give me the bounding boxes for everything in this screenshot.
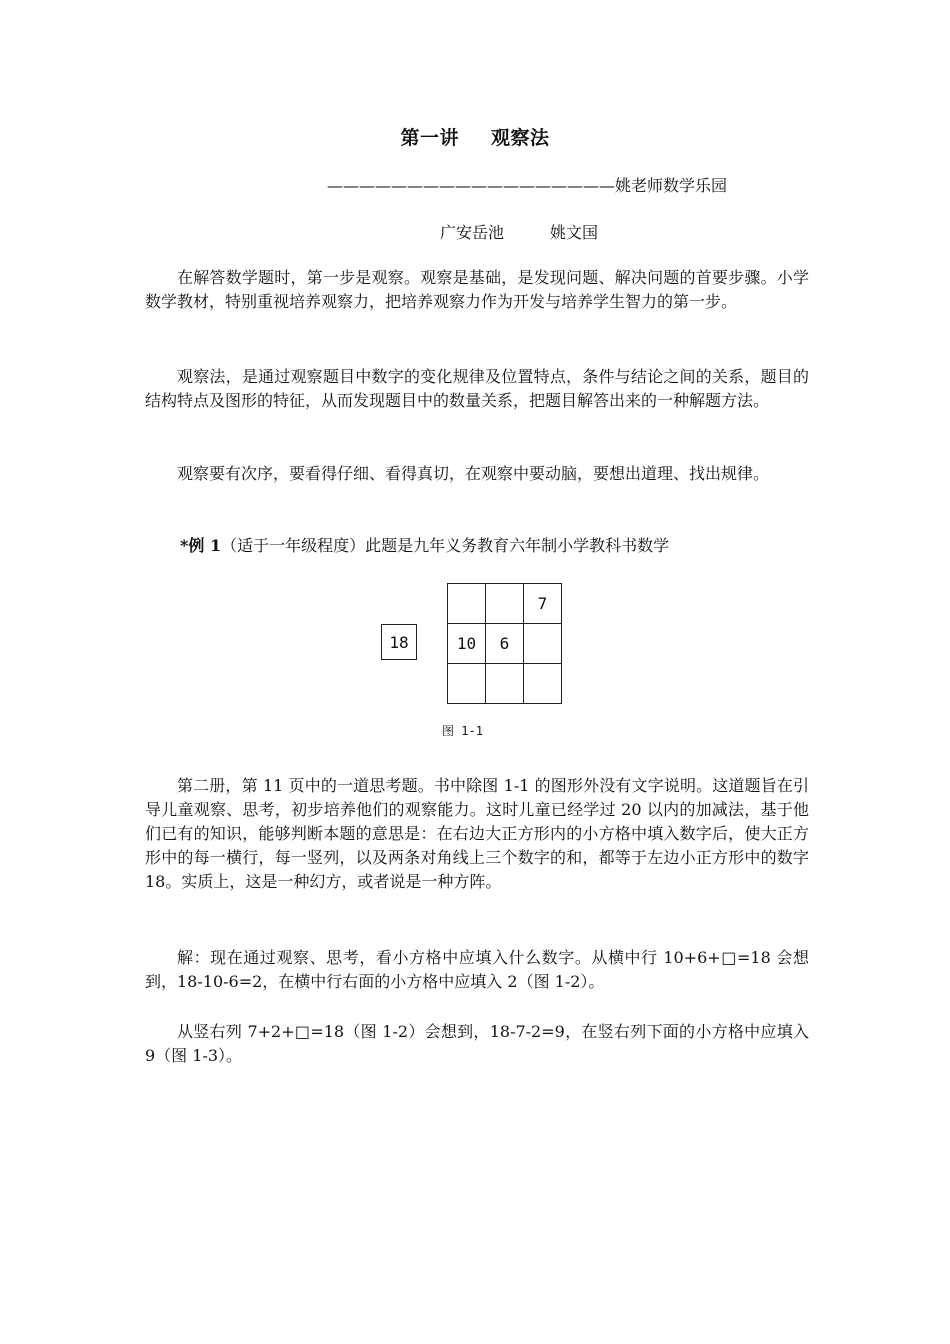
grid-cell — [486, 584, 524, 624]
solution-paragraph: 解：现在通过观察、思考，看小方格中应填入什么数字。从横中行 10+6+□=18 会想到，18-10-6=2，在横中行右面的小方格中应填入 2（图 1-2）。 — [145, 948, 809, 991]
definition-paragraph: 观察法，是通过观察题目中数字的变化规律及位置特点，条件与结论之间的关系，题目的结构特点及图形的特征，从而发现题目中的数量关系，把题目解答出来的一种解题方法。 — [145, 367, 809, 410]
intro-paragraph: 在解答数学题时，第一步是观察。观察是基础，是发现问题、解决问题的首要步骤。小学数学教材，特别重视培养观察力，把培养观察力作为开发与培养学生智力的第一步。 — [145, 268, 809, 311]
grid-cell — [524, 624, 562, 664]
method-paragraph: 观察要有次序，要看得仔细、看得真切，在观察中要动脑，要想出道理、找出规律。 — [177, 464, 770, 483]
grid-row — [448, 664, 562, 704]
author-name: 姚文国 — [550, 223, 599, 242]
page-title — [0, 123, 950, 150]
author-line — [440, 220, 598, 243]
example-heading — [180, 534, 669, 558]
target-sum-box: 18 — [381, 624, 417, 660]
subtitle: ——————————————————姚老师数学乐园 — [327, 176, 728, 195]
title-topic: 观察法 — [491, 127, 550, 149]
problem-paragraph: 第二册，第 11 页中的一道思考题。书中除图 1-1 的图形外没有文字说明。这道题旨在引导儿童观察、思考，初步培养他们的观察能力。这时儿童已经学过 20 以内的加减法，基于他们已有的知识，能够判断本题的意思是：在右边大正方形内的小方格中填入数字后，使大正方形中的每一横行，每一竖列，以及两条对角线上三个数字的和，都等于左边小正方形中的数字 18。实质上，这是一种幻方，或者说是一种方阵。 — [145, 776, 809, 891]
grid-cell — [524, 664, 562, 704]
example-text: （适于一年级程度）此题是九年义务教育六年制小学教科书数学 — [221, 536, 670, 555]
title-lecture: 第一讲 — [400, 127, 459, 149]
grid-cell — [448, 584, 486, 624]
grid-row — [448, 584, 562, 624]
figure-caption: 图 1-1 — [442, 724, 483, 738]
grid-cell — [448, 664, 486, 704]
grid-row — [448, 624, 562, 664]
grid-cell — [486, 664, 524, 704]
grid-cell: 10 — [448, 624, 486, 664]
solution-step-paragraph: 从竖右列 7+2+□=18（图 1-2）会想到，18-7-2=9，在竖右列下面的小方格中应填入 9（图 1-3）。 — [145, 1022, 809, 1065]
grid-cell: 7 — [524, 584, 562, 624]
grid-cell: 6 — [486, 624, 524, 664]
author-place: 广安岳池 — [440, 223, 505, 242]
example-label: *例 1 — [180, 536, 222, 555]
magic-square-grid — [447, 583, 562, 704]
